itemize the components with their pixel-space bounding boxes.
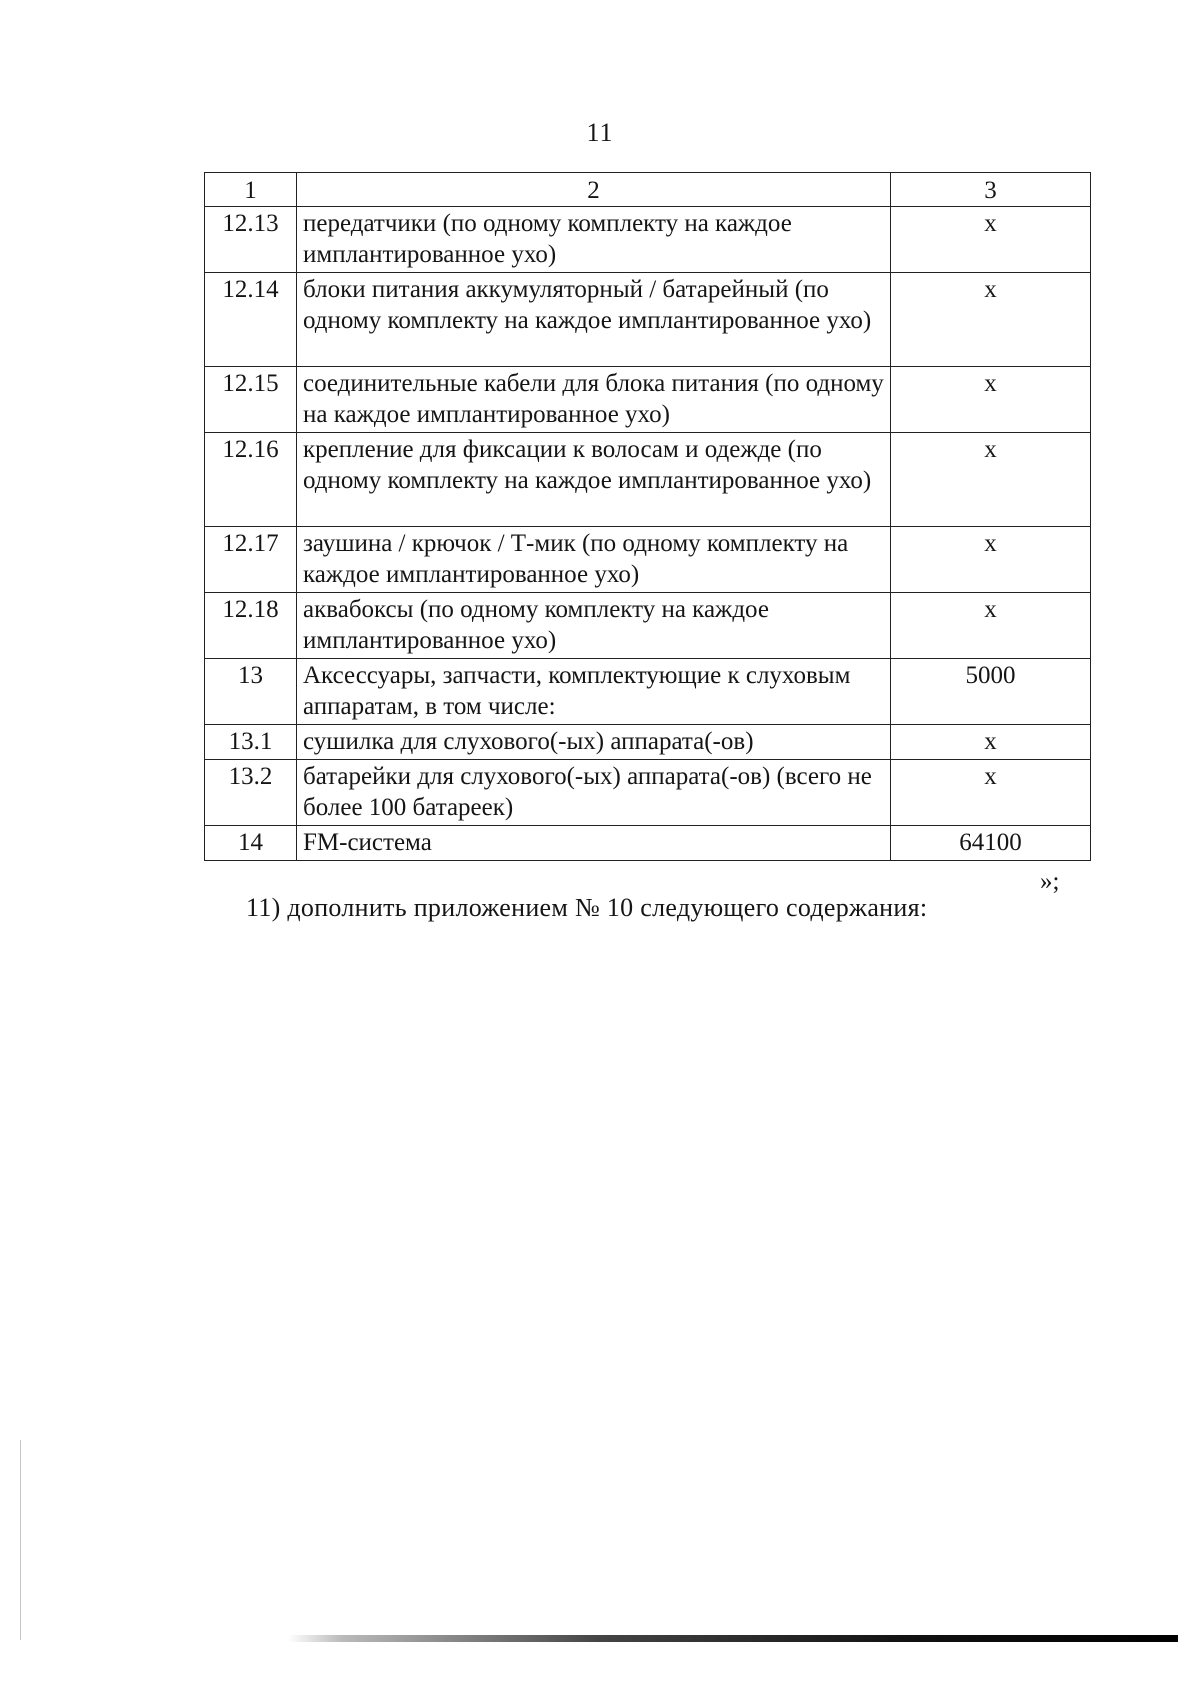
scan-edge-line [20,1440,21,1640]
closing-quote: »; [1040,868,1060,895]
table-row [205,760,1091,826]
table-row [205,273,1091,367]
row-description: передатчики (по одному комплекту на каждое имплантированное ухо) [297,207,891,273]
row-value: 5000 [891,659,1091,725]
column-header-3: 3 [891,173,1091,207]
amendment-paragraph: 11) дополнить приложением № 10 следующего содержания: [246,893,928,922]
row-value: х [891,760,1091,826]
row-value: х [891,593,1091,659]
bottom-rule [288,1635,1178,1642]
row-number: 13 [205,659,297,725]
row-number: 14 [205,826,297,861]
table-row [205,593,1091,659]
row-description: сушилка для слухового(-ых) аппарата(-ов) [297,725,891,760]
row-description: FM-система [297,826,891,861]
row-value: х [891,527,1091,593]
row-number: 12.16 [205,433,297,527]
row-description: аквабоксы (по одному комплекту на каждое имплантированное ухо) [297,593,891,659]
document-table [204,172,1091,861]
row-number: 12.15 [205,367,297,433]
table-row [205,659,1091,725]
row-value: х [891,207,1091,273]
row-number: 12.17 [205,527,297,593]
table-row [205,725,1091,760]
table-row [205,207,1091,273]
table-header-row [205,173,1091,207]
column-header-2: 2 [297,173,891,207]
table-row [205,433,1091,527]
row-description: соединительные кабели для блока питания (по одному на каждое имплантированное ухо) [297,367,891,433]
page-number: 11 [586,118,614,147]
row-number: 12.14 [205,273,297,367]
row-number: 13.1 [205,725,297,760]
row-number: 12.13 [205,207,297,273]
row-value: х [891,433,1091,527]
row-description: крепление для фиксации к волосам и одежде (по одному комплекту на каждое имплантированное ухо) [297,433,891,527]
row-description: батарейки для слухового(-ых) аппарата(-ов) (всего не более 100 батареек) [297,760,891,826]
row-value: х [891,725,1091,760]
row-description: заушина / крючок / Т-мик (по одному комплекту на каждое имплантированное ухо) [297,527,891,593]
row-value: 64100 [891,826,1091,861]
row-value: х [891,367,1091,433]
column-header-1: 1 [205,173,297,207]
table-row [205,367,1091,433]
row-value: х [891,273,1091,367]
table-row [205,527,1091,593]
row-number: 13.2 [205,760,297,826]
row-number: 12.18 [205,593,297,659]
table-row [205,826,1091,861]
row-description: Аксессуары, запчасти, комплектующие к слуховым аппаратам, в том числе: [297,659,891,725]
row-description: блоки питания аккумуляторный / батарейный (по одному комплекту на каждое имплантированное ухо) [297,273,891,367]
